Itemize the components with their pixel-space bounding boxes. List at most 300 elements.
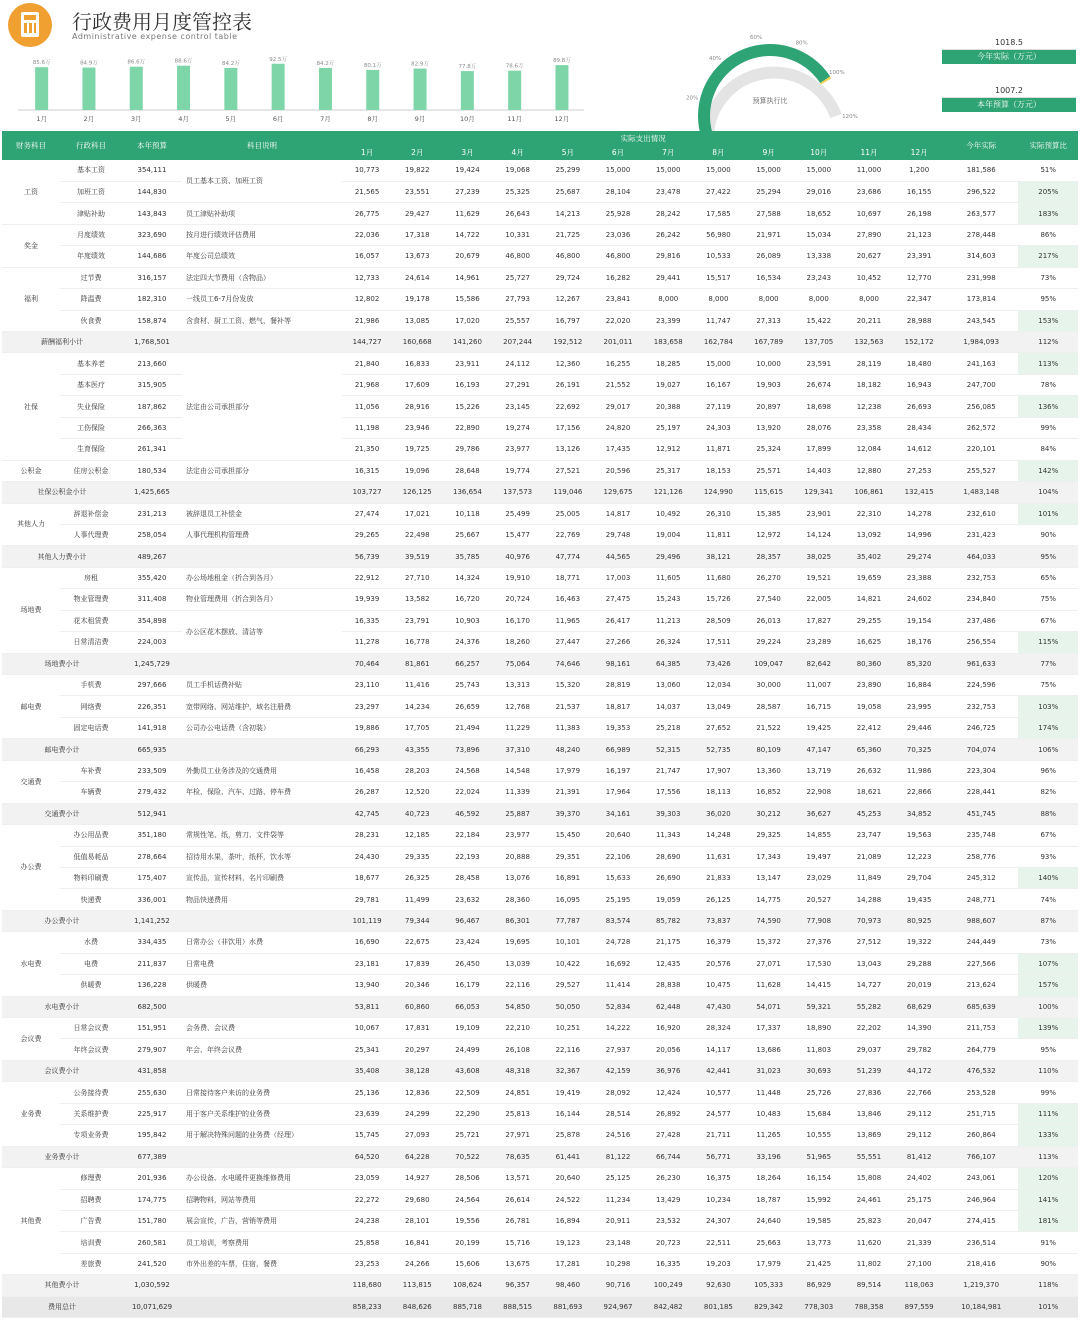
row-month-value: 10,555 xyxy=(794,1125,844,1146)
row-item: 电费 xyxy=(60,953,122,974)
row-month-value: 96,357 xyxy=(493,1275,543,1296)
row-desc xyxy=(182,1060,342,1081)
row-ratio: 88% xyxy=(1018,803,1078,824)
row-month-value: 17,979 xyxy=(543,760,593,781)
row-month-value: 22,193 xyxy=(442,846,492,867)
gauge-fill-over xyxy=(825,80,826,82)
row-month-value: 27,890 xyxy=(844,224,894,245)
row-month-value: 19,910 xyxy=(493,567,543,588)
row-month-value: 19,435 xyxy=(894,889,944,910)
row-month-value: 17,907 xyxy=(693,760,743,781)
row-month-value: 19,939 xyxy=(342,589,392,610)
row-month-value: 10,251 xyxy=(543,1018,593,1039)
row-ratio: 75% xyxy=(1018,589,1078,610)
subtotal-row xyxy=(2,546,1078,567)
bar-category-label: 2月 xyxy=(83,115,95,123)
row-budget: 316,157 xyxy=(122,267,182,288)
row-desc xyxy=(182,996,342,1017)
row-month-value: 27,447 xyxy=(543,632,593,653)
row-month-value: 27,100 xyxy=(894,1253,944,1274)
row-desc xyxy=(182,332,342,353)
row-month-value: 19,274 xyxy=(493,417,543,438)
row-month-value: 924,967 xyxy=(593,1296,643,1317)
row-month-value: 26,892 xyxy=(643,1103,693,1124)
row-month-value: 137,573 xyxy=(493,482,543,503)
row-month-value: 23,424 xyxy=(442,932,492,953)
row-item: 培训费 xyxy=(60,1232,122,1253)
row-month-value: 25,743 xyxy=(442,675,492,696)
row-month-value: 26,089 xyxy=(744,246,794,267)
row-month-value: 15,000 xyxy=(794,160,844,181)
row-month-value: 78,635 xyxy=(493,1146,543,1167)
row-month-value: 11,803 xyxy=(794,1039,844,1060)
row-ratio: 95% xyxy=(1018,1039,1078,1060)
row-month-value: 28,509 xyxy=(693,610,743,631)
row-month-value: 24,614 xyxy=(392,267,442,288)
row-item: 低值易耗品 xyxy=(60,846,122,867)
row-month-value: 16,154 xyxy=(794,1168,844,1189)
row-month-value: 65,360 xyxy=(844,739,894,760)
row-month-value: 29,274 xyxy=(894,546,944,567)
row-description: 用于解决特殊问题的业务费（经理） xyxy=(182,1125,342,1146)
row-month-value: 20,627 xyxy=(844,246,894,267)
row-month-value: 28,357 xyxy=(744,546,794,567)
row-month-value: 23,995 xyxy=(894,696,944,717)
row-month-value: 22,116 xyxy=(493,975,543,996)
row-ratio: 104% xyxy=(1018,482,1078,503)
row-month-value: 50,050 xyxy=(543,996,593,1017)
row-month-value: 28,101 xyxy=(392,1210,442,1231)
row-actual: 704,074 xyxy=(944,739,1018,760)
row-ratio: 73% xyxy=(1018,932,1078,953)
row-ratio: 78% xyxy=(1018,374,1078,395)
row-month-value: 27,793 xyxy=(493,289,543,310)
row-month-value: 15,684 xyxy=(794,1103,844,1124)
row-month-value: 27,428 xyxy=(643,1125,693,1146)
row-item: 关系维护费 xyxy=(60,1103,122,1124)
row-month-value: 10,422 xyxy=(543,953,593,974)
row-month-value: 137,705 xyxy=(794,332,844,353)
row-month-value: 26,242 xyxy=(643,224,693,245)
row-month-value: 12,880 xyxy=(844,460,894,481)
bar-category-label: 12月 xyxy=(554,115,570,123)
row-actual: 274,415 xyxy=(944,1210,1018,1231)
row-month-value: 18,621 xyxy=(844,782,894,803)
row-category: 场地费 xyxy=(2,567,60,653)
table-row xyxy=(2,889,1078,910)
row-month-value: 13,092 xyxy=(844,524,894,545)
bar-6月 xyxy=(272,64,285,110)
row-month-value: 11,628 xyxy=(744,975,794,996)
row-month-value: 46,800 xyxy=(593,246,643,267)
row-month-value: 11,747 xyxy=(693,310,743,331)
row-month-value: 21,089 xyxy=(844,846,894,867)
row-month-value: 13,060 xyxy=(643,675,693,696)
row-description: 员工基本工资、加班工资 xyxy=(182,160,342,203)
row-month-value: 24,376 xyxy=(442,632,492,653)
row-month-value: 18,652 xyxy=(794,203,844,224)
row-month-value: 28,648 xyxy=(442,460,492,481)
row-month-value: 10,903 xyxy=(442,610,492,631)
row-ratio: 141% xyxy=(1018,1189,1078,1210)
row-category: 业务费 xyxy=(2,1082,60,1146)
bar-category-label: 4月 xyxy=(178,115,189,123)
row-description: 年检、保险、汽车、过路、停车费 xyxy=(182,782,342,803)
row-budget: 10,071,629 xyxy=(122,1296,182,1317)
row-label: 薪酬福利小计 xyxy=(2,332,122,353)
row-month-value: 19,154 xyxy=(894,610,944,631)
header-month: 11月 xyxy=(844,146,894,161)
row-budget: 323,690 xyxy=(122,224,182,245)
row-item: 办公用品费 xyxy=(60,825,122,846)
row-month-value: 19,886 xyxy=(342,717,392,738)
row-item: 公务接待费 xyxy=(60,1082,122,1103)
row-description: 年会、年终会议费 xyxy=(182,1039,342,1060)
bar-category-label: 1月 xyxy=(36,115,47,123)
row-month-value: 40,723 xyxy=(392,803,442,824)
row-ratio: 95% xyxy=(1018,289,1078,310)
row-month-value: 16,943 xyxy=(894,374,944,395)
row-month-value: 24,522 xyxy=(543,1189,593,1210)
row-month-value: 23,591 xyxy=(794,353,844,374)
row-month-value: 25,341 xyxy=(342,1039,392,1060)
row-item: 基本养老 xyxy=(60,353,122,374)
row-month-value: 16,095 xyxy=(543,889,593,910)
row-month-value: 30,693 xyxy=(794,1060,844,1081)
subtotal-row xyxy=(2,803,1078,824)
row-month-value: 28,104 xyxy=(593,181,643,202)
row-month-value: 23,029 xyxy=(794,867,844,888)
table-row xyxy=(2,1082,1078,1103)
row-month-value: 18,817 xyxy=(593,696,643,717)
row-month-value: 17,020 xyxy=(442,310,492,331)
row-month-value: 22,020 xyxy=(593,310,643,331)
row-month-value: 24,238 xyxy=(342,1210,392,1231)
row-month-value: 59,321 xyxy=(794,996,844,1017)
row-month-value: 22,202 xyxy=(844,1018,894,1039)
row-month-value: 23,532 xyxy=(643,1210,693,1231)
row-month-value: 22,908 xyxy=(794,782,844,803)
row-month-value: 20,897 xyxy=(744,396,794,417)
row-month-value: 12,802 xyxy=(342,289,392,310)
row-budget: 334,435 xyxy=(122,932,182,953)
row-month-value: 23,253 xyxy=(342,1253,392,1274)
row-month-value: 24,307 xyxy=(693,1210,743,1231)
subtotal-row xyxy=(2,996,1078,1017)
subtotal-row xyxy=(2,739,1078,760)
row-month-value: 24,266 xyxy=(392,1253,442,1274)
row-month-value: 80,109 xyxy=(744,739,794,760)
row-month-value: 118,680 xyxy=(342,1275,392,1296)
row-desc xyxy=(182,546,342,567)
row-month-value: 13,313 xyxy=(493,675,543,696)
row-budget: 677,389 xyxy=(122,1146,182,1167)
row-description: 被辞退员工补偿金 xyxy=(182,503,342,524)
row-month-value: 26,270 xyxy=(744,567,794,588)
row-month-value: 85,782 xyxy=(643,910,693,931)
row-month-value: 16,335 xyxy=(342,610,392,631)
row-item: 快递费 xyxy=(60,889,122,910)
row-month-value: 16,720 xyxy=(442,589,492,610)
row-month-value: 66,744 xyxy=(643,1146,693,1167)
row-category: 交通费 xyxy=(2,760,60,803)
row-ratio: 101% xyxy=(1018,503,1078,524)
row-description: 招待用水果，茶叶，纸杯，饮水等 xyxy=(182,846,342,867)
row-month-value: 16,891 xyxy=(543,867,593,888)
row-month-value: 56,739 xyxy=(342,546,392,567)
row-actual: 245,312 xyxy=(944,867,1018,888)
row-ratio: 139% xyxy=(1018,1018,1078,1039)
row-month-value: 15,000 xyxy=(693,160,743,181)
row-month-value: 26,310 xyxy=(693,503,743,524)
row-month-value: 11,000 xyxy=(844,160,894,181)
row-month-value: 13,920 xyxy=(744,417,794,438)
row-month-value: 21,522 xyxy=(744,717,794,738)
row-month-value: 23,639 xyxy=(342,1103,392,1124)
row-month-value: 16,179 xyxy=(442,975,492,996)
row-month-value: 74,646 xyxy=(543,653,593,674)
row-item: 车辆费 xyxy=(60,782,122,803)
row-actual: 10,184,981 xyxy=(944,1296,1018,1317)
row-month-value: 47,430 xyxy=(693,996,743,1017)
header-actual: 今年实际 xyxy=(944,131,1018,160)
row-month-value: 23,632 xyxy=(442,889,492,910)
row-month-value: 11,213 xyxy=(643,610,693,631)
row-budget: 1,141,252 xyxy=(122,910,182,931)
row-month-value: 144,727 xyxy=(342,332,392,353)
row-month-value: 52,735 xyxy=(693,739,743,760)
row-month-value: 56,771 xyxy=(693,1146,743,1167)
row-month-value: 16,920 xyxy=(643,1018,693,1039)
header-month: 12月 xyxy=(894,146,944,161)
row-month-value: 15,243 xyxy=(643,589,693,610)
header-month: 6月 xyxy=(593,146,643,161)
row-category: 公积金 xyxy=(2,460,60,481)
row-description: 会务费、会议费 xyxy=(182,1018,342,1039)
row-month-value: 26,693 xyxy=(894,396,944,417)
row-month-value: 14,213 xyxy=(543,203,593,224)
row-budget: 1,030,592 xyxy=(122,1275,182,1296)
row-month-value: 10,118 xyxy=(442,503,492,524)
row-month-value: 25,858 xyxy=(342,1232,392,1253)
row-month-value: 17,839 xyxy=(392,953,442,974)
row-description: 物业管理费用（折合到各月） xyxy=(182,589,342,610)
bar-9月 xyxy=(414,69,427,110)
row-month-value: 46,592 xyxy=(442,803,492,824)
bar-category-label: 10月 xyxy=(459,115,475,123)
row-month-value: 18,698 xyxy=(794,396,844,417)
row-budget: 224,003 xyxy=(122,632,182,653)
header-month: 4月 xyxy=(493,146,543,161)
row-month-value: 19,725 xyxy=(392,439,442,460)
row-month-value: 18,890 xyxy=(794,1018,844,1039)
row-month-value: 842,482 xyxy=(643,1296,693,1317)
header-month: 3月 xyxy=(442,146,492,161)
row-item: 生育保险 xyxy=(60,439,122,460)
row-month-value: 11,448 xyxy=(744,1082,794,1103)
row-month-value: 13,582 xyxy=(392,589,442,610)
row-month-value: 10,577 xyxy=(693,1082,743,1103)
row-month-value: 14,222 xyxy=(593,1018,643,1039)
row-month-value: 201,011 xyxy=(593,332,643,353)
row-month-value: 14,278 xyxy=(894,503,944,524)
row-month-value: 38,128 xyxy=(392,1060,442,1081)
row-actual: 236,514 xyxy=(944,1232,1018,1253)
kpi-budget-label: 本年预算（万元） xyxy=(942,98,1076,112)
row-month-value: 21,747 xyxy=(643,760,693,781)
row-month-value: 16,197 xyxy=(593,760,643,781)
row-month-value: 22,769 xyxy=(543,524,593,545)
row-item: 专项业务费 xyxy=(60,1125,122,1146)
row-month-value: 42,159 xyxy=(593,1060,643,1081)
row-item: 辞退补偿金 xyxy=(60,503,122,524)
row-month-value: 25,557 xyxy=(493,310,543,331)
row-month-value: 25,499 xyxy=(493,503,543,524)
row-budget: 682,500 xyxy=(122,996,182,1017)
row-month-value: 11,802 xyxy=(844,1253,894,1274)
row-month-value: 19,695 xyxy=(493,932,543,953)
row-ratio: 96% xyxy=(1018,760,1078,781)
row-month-value: 28,458 xyxy=(442,867,492,888)
row-budget: 158,874 xyxy=(122,310,182,331)
bar-category-label: 8月 xyxy=(367,115,379,123)
row-month-value: 52,315 xyxy=(643,739,693,760)
row-month-value: 27,253 xyxy=(894,460,944,481)
row-month-value: 22,290 xyxy=(442,1103,492,1124)
row-month-value: 848,626 xyxy=(392,1296,442,1317)
row-ratio: 120% xyxy=(1018,1168,1078,1189)
row-month-value: 73,896 xyxy=(442,739,492,760)
row-month-value: 897,559 xyxy=(894,1296,944,1317)
row-month-value: 100,249 xyxy=(643,1275,693,1296)
row-month-value: 13,338 xyxy=(794,246,844,267)
table-row xyxy=(2,1125,1078,1146)
row-month-value: 788,358 xyxy=(844,1296,894,1317)
row-month-value: 25,175 xyxy=(894,1189,944,1210)
row-month-value: 62,448 xyxy=(643,996,693,1017)
row-budget: 174,775 xyxy=(122,1189,182,1210)
row-month-value: 44,172 xyxy=(894,1060,944,1081)
row-ratio: 100% xyxy=(1018,996,1078,1017)
row-month-value: 23,977 xyxy=(493,825,543,846)
row-month-value: 18,176 xyxy=(894,632,944,653)
row-month-value: 15,477 xyxy=(493,524,543,545)
row-month-value: 15,000 xyxy=(593,160,643,181)
row-month-value: 55,551 xyxy=(844,1146,894,1167)
row-month-value: 22,024 xyxy=(442,782,492,803)
row-month-value: 80,360 xyxy=(844,653,894,674)
row-month-value: 15,385 xyxy=(744,503,794,524)
row-month-value: 14,390 xyxy=(894,1018,944,1039)
row-month-value: 22,310 xyxy=(844,503,894,524)
row-month-value: 45,253 xyxy=(844,803,894,824)
row-month-value: 19,424 xyxy=(442,160,492,181)
row-month-value: 21,123 xyxy=(894,224,944,245)
row-month-value: 19,556 xyxy=(442,1210,492,1231)
row-month-value: 27,376 xyxy=(794,932,844,953)
subtotal-row xyxy=(2,910,1078,931)
kpi-budget-value: 1007.2 xyxy=(942,84,1076,98)
row-month-value: 28,838 xyxy=(643,975,693,996)
row-month-value: 105,333 xyxy=(744,1275,794,1296)
row-actual: 237,486 xyxy=(944,610,1018,631)
row-month-value: 15,320 xyxy=(543,675,593,696)
row-month-value: 26,417 xyxy=(593,610,643,631)
row-item: 日常清洁费 xyxy=(60,632,122,653)
row-actual: 685,639 xyxy=(944,996,1018,1017)
row-month-value: 10,298 xyxy=(593,1253,643,1274)
row-month-value: 29,112 xyxy=(894,1125,944,1146)
row-ratio: 73% xyxy=(1018,267,1078,288)
row-month-value: 90,716 xyxy=(593,1275,643,1296)
row-month-value: 19,123 xyxy=(543,1232,593,1253)
row-actual: 241,163 xyxy=(944,353,1018,374)
bar-value-label: 84.2万 xyxy=(316,60,335,67)
row-category: 工资 xyxy=(2,160,60,224)
row-item: 招聘费 xyxy=(60,1189,122,1210)
row-month-value: 16,170 xyxy=(493,610,543,631)
row-month-value: 27,710 xyxy=(392,567,442,588)
row-month-value: 81,122 xyxy=(593,1146,643,1167)
row-month-value: 24,430 xyxy=(342,846,392,867)
row-month-value: 129,341 xyxy=(794,482,844,503)
row-month-value: 13,049 xyxy=(693,696,743,717)
row-month-value: 98,161 xyxy=(593,653,643,674)
row-month-value: 18,285 xyxy=(643,353,693,374)
row-month-value: 106,861 xyxy=(844,482,894,503)
row-month-value: 19,659 xyxy=(844,567,894,588)
row-month-value: 19,497 xyxy=(794,846,844,867)
row-budget: 213,660 xyxy=(122,353,182,374)
row-category: 社保 xyxy=(2,353,60,460)
row-month-value: 17,609 xyxy=(392,374,442,395)
row-ratio: 115% xyxy=(1018,632,1078,653)
row-month-value: 136,654 xyxy=(442,482,492,503)
row-desc xyxy=(182,739,342,760)
row-actual: 451,745 xyxy=(944,803,1018,824)
row-item: 房租 xyxy=(60,567,122,588)
row-month-value: 51,965 xyxy=(794,1146,844,1167)
row-month-value: 13,719 xyxy=(794,760,844,781)
row-month-value: 86,301 xyxy=(493,910,543,931)
row-month-value: 14,324 xyxy=(442,567,492,588)
row-item: 住房公积金 xyxy=(60,460,122,481)
bar-value-label: 84.2万 xyxy=(221,60,240,67)
row-month-value: 85,320 xyxy=(894,653,944,674)
row-month-value: 29,335 xyxy=(392,846,442,867)
row-actual: 232,610 xyxy=(944,503,1018,524)
row-month-value: 26,614 xyxy=(493,1189,543,1210)
row-description: 办公场地租金（折合到各月） xyxy=(182,567,342,588)
row-month-value: 25,721 xyxy=(442,1125,492,1146)
row-month-value: 17,964 xyxy=(593,782,643,803)
row-month-value: 12,238 xyxy=(844,396,894,417)
row-description: 员工津贴补助项 xyxy=(182,203,342,224)
row-item: 网络费 xyxy=(60,696,122,717)
row-month-value: 129,675 xyxy=(593,482,643,503)
row-month-value: 21,711 xyxy=(693,1125,743,1146)
row-description: 员工手机话费补贴 xyxy=(182,675,342,696)
header-month: 9月 xyxy=(744,146,794,161)
row-month-value: 14,234 xyxy=(392,696,442,717)
row-month-value: 14,612 xyxy=(894,439,944,460)
row-actual: 476,532 xyxy=(944,1060,1018,1081)
row-month-value: 29,265 xyxy=(342,524,392,545)
row-month-value: 27,652 xyxy=(693,717,743,738)
row-budget: 255,630 xyxy=(122,1082,182,1103)
row-month-value: 26,659 xyxy=(442,696,492,717)
row-budget: 1,425,665 xyxy=(122,482,182,503)
